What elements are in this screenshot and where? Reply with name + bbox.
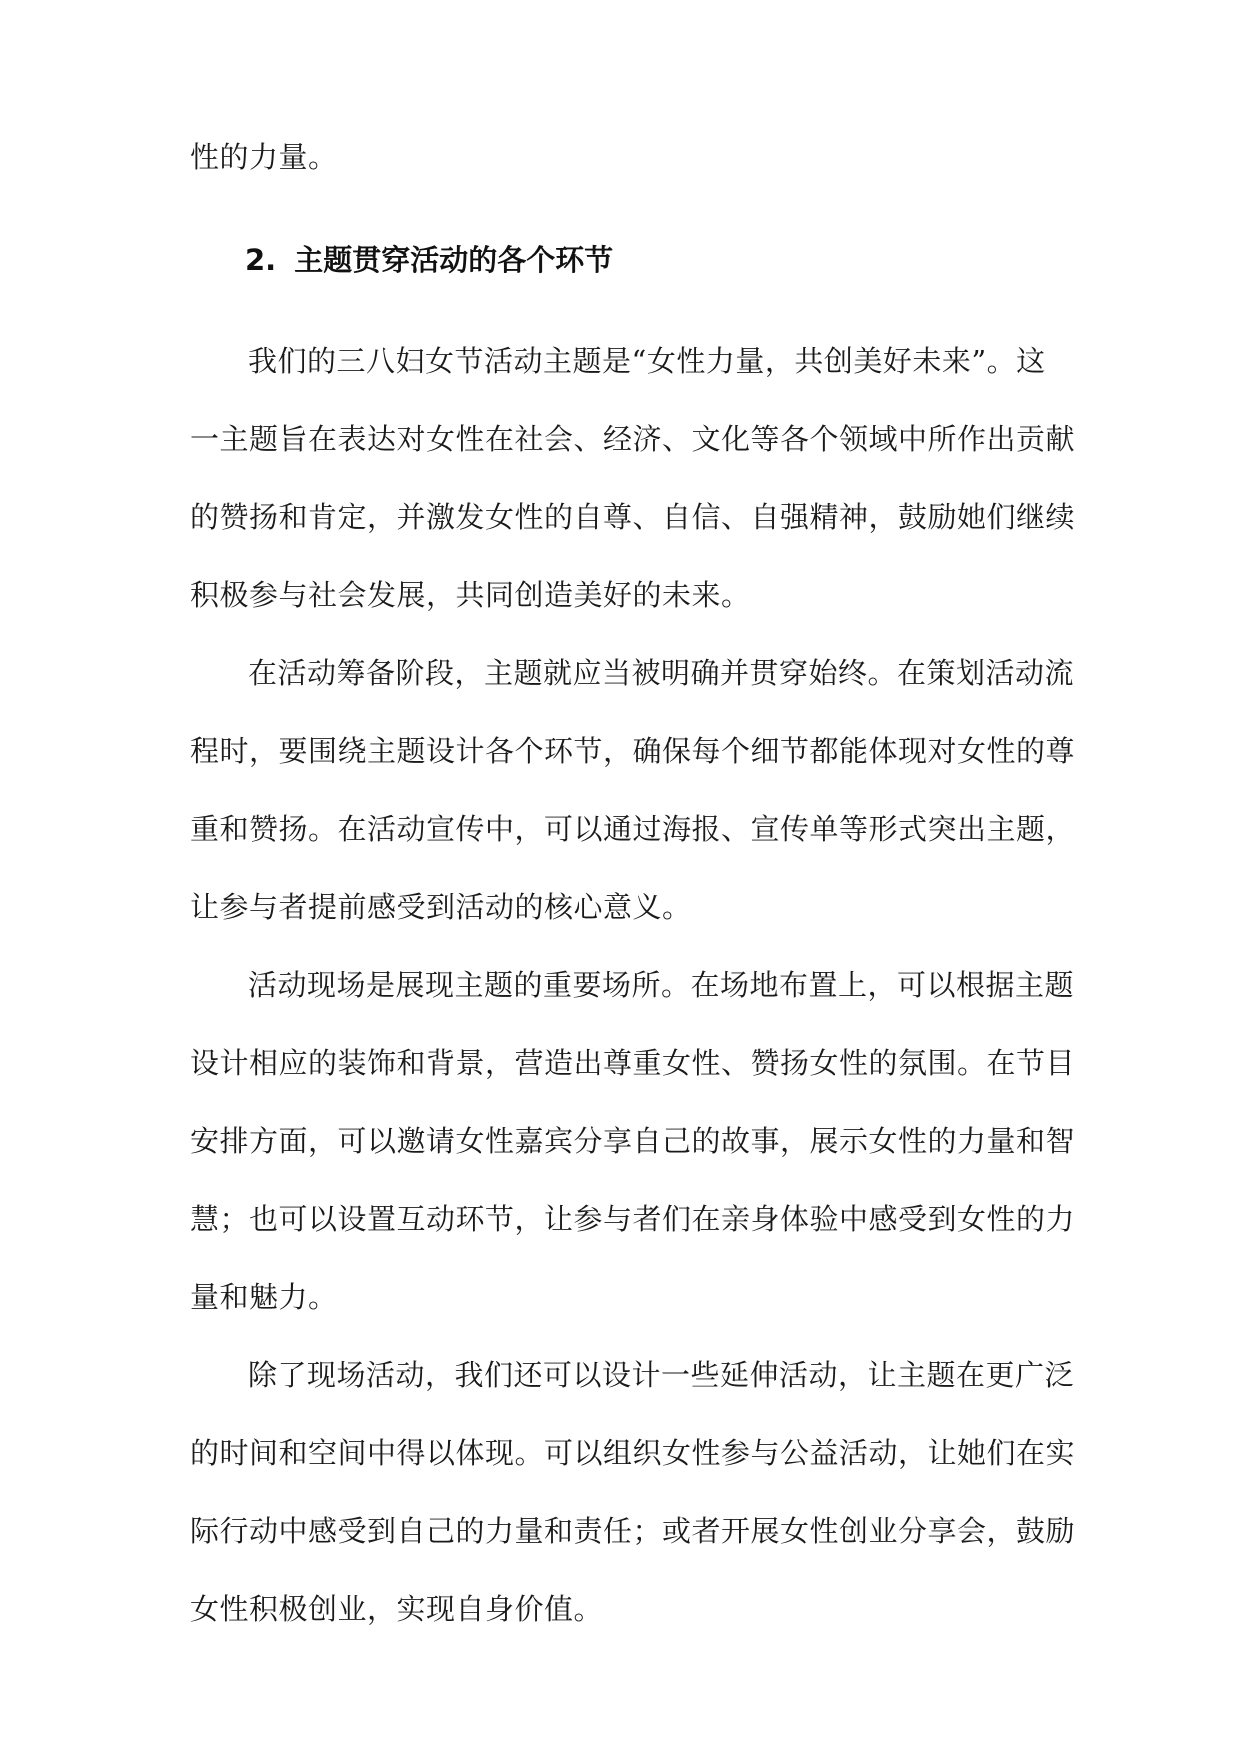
paragraph <box>190 1336 1076 1648</box>
paragraph-line: 设计相应的装饰和背景，营造出尊重女性、赞扬女性的氛围。在节目 <box>190 1046 1076 1080</box>
paragraph-line: 除了现场活动，我们还可以设计一些延伸活动，让主题在更广泛 <box>248 1358 1075 1392</box>
paragraph-line: 性的力量。 <box>190 140 338 174</box>
continuation-paragraph <box>190 118 1052 196</box>
section-title: 主题贯穿活动的各个环节 <box>294 243 614 277</box>
paragraph-line: 积极参与社会发展，共同创造美好的未来。 <box>190 578 751 612</box>
paragraph-line: 我们的三八妇女节活动主题是“女性力量，共创美好未来”。这 <box>248 344 1046 378</box>
paragraph-line: 一主题旨在表达对女性在社会、经济、文化等各个领域中所作出贡献 <box>190 422 1076 456</box>
paragraph-line: 际行动中感受到自己的力量和责任；或者开展女性创业分享会，鼓励 <box>190 1514 1076 1548</box>
paragraph-line: 活动现场是展现主题的重要场所。在场地布置上，可以根据主题 <box>248 968 1075 1002</box>
paragraph-line: 在活动筹备阶段，主题就应当被明确并贯穿始终。在策划活动流 <box>248 656 1075 690</box>
paragraph-line: 的赞扬和肯定，并激发女性的自尊、自信、自强精神，鼓励她们继续 <box>190 500 1076 534</box>
section-heading <box>245 240 613 280</box>
paragraph <box>190 946 1076 1336</box>
paragraph-line: 安排方面，可以邀请女性嘉宾分享自己的故事，展示女性的力量和智 <box>190 1124 1076 1158</box>
paragraph-line: 的时间和空间中得以体现。可以组织女性参与公益活动，让她们在实 <box>190 1436 1076 1470</box>
paragraph <box>190 634 1076 946</box>
paragraph-line: 慧；也可以设置互动环节，让参与者们在亲身体验中感受到女性的力 <box>190 1202 1076 1236</box>
section-number: 2. <box>245 243 277 277</box>
paragraph-line: 重和赞扬。在活动宣传中，可以通过海报、宣传单等形式突出主题， <box>190 812 1076 846</box>
paragraph-line: 让参与者提前感受到活动的核心意义。 <box>190 890 692 924</box>
paragraph-line: 量和魅力。 <box>190 1280 338 1314</box>
paragraph-line: 程时，要围绕主题设计各个环节，确保每个细节都能体现对女性的尊 <box>190 734 1076 768</box>
paragraph <box>190 322 1076 634</box>
paragraph-line: 女性积极创业，实现自身价值。 <box>190 1592 604 1626</box>
